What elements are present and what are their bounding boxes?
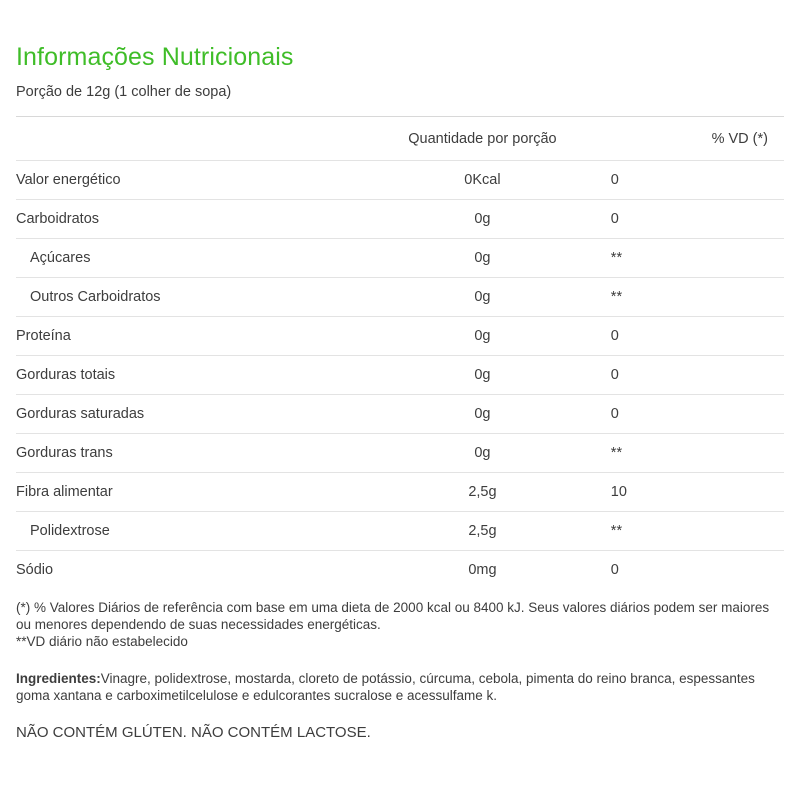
nutrient-name: Sódio [16,551,362,590]
nutrient-daily-value: 10 [603,473,784,512]
nutrient-quantity: 0mg [362,551,603,590]
page-title: Informações Nutricionais [16,43,294,71]
footnotes [16,599,784,650]
table-row [16,551,784,590]
column-header-quantity: Quantidade por porção [408,131,557,147]
nutrient-name: Açúcares [16,239,362,278]
nutrient-quantity: 0g [362,356,603,395]
nutrient-name: Carboidratos [16,200,362,239]
nutrient-name: Polidextrose [16,512,362,551]
nutrient-quantity: 2,5g [362,473,603,512]
nutrient-name: Gorduras totais [16,356,362,395]
nutrient-quantity: 0g [362,434,603,473]
ingredients-label: Ingredientes: [16,671,101,686]
nutrient-name: Gorduras trans [16,434,362,473]
nutrient-daily-value: ** [603,239,784,278]
nutrient-quantity: 0g [362,278,603,317]
table-row [16,356,784,395]
nutrient-daily-value: 0 [603,317,784,356]
nutrient-name: Valor energético [16,161,362,200]
nutrient-daily-value: 0 [603,395,784,434]
nutrient-daily-value: ** [603,434,784,473]
nutrient-daily-value: 0 [603,161,784,200]
nutrient-quantity: 0g [362,200,603,239]
nutrition-table [16,117,784,589]
table-row [16,434,784,473]
table-row [16,239,784,278]
nutrient-quantity: 2,5g [362,512,603,551]
nutrient-daily-value: ** [603,512,784,551]
nutrient-daily-value: 0 [603,356,784,395]
nutrient-name: Gorduras saturadas [16,395,362,434]
nutrient-daily-value: ** [603,278,784,317]
nutrient-quantity: 0g [362,395,603,434]
nutrient-daily-value: 0 [603,551,784,590]
nutrient-daily-value: 0 [603,200,784,239]
table-row [16,200,784,239]
ingredients-text: Vinagre, polidextrose, mostarda, cloreto de potássio, cúrcuma, cebola, pimenta do reino branca, espessantes goma xantana e carboximetilcelulose e edulcorantes sucralose e acessulfame k. [16,671,755,703]
nutrient-name: Proteína [16,317,362,356]
table-header-row [16,117,784,161]
ingredients-section [16,670,784,704]
table-row [16,473,784,512]
serving-size-text: Porção de 12g (1 colher de sopa) [16,84,232,100]
table-row [16,161,784,200]
footnote-daily-values: (*) % Valores Diários de referência com base em uma dieta de 2000 kcal ou 8400 kJ. Seus valores diários podem ser maiores ou menores dependendo de suas necessidades energéticas. [16,600,770,632]
nutrient-quantity: 0Kcal [362,161,603,200]
column-header-nutrient [16,117,362,161]
table-row [16,317,784,356]
table-row [16,278,784,317]
table-header [16,117,784,161]
nutrient-quantity: 0g [362,239,603,278]
nutrient-quantity: 0g [362,317,603,356]
table-row [16,395,784,434]
table-body [16,161,784,590]
table-row [16,512,784,551]
nutrient-name: Outros Carboidratos [16,278,362,317]
footnote-no-daily-value: **VD diário não estabelecido [16,634,188,649]
column-header-daily-value: % VD (*) [711,131,768,147]
allergen-claims: NÃO CONTÉM GLÚTEN. NÃO CONTÉM LACTOSE. [16,724,371,741]
nutrient-name: Fibra alimentar [16,473,362,512]
